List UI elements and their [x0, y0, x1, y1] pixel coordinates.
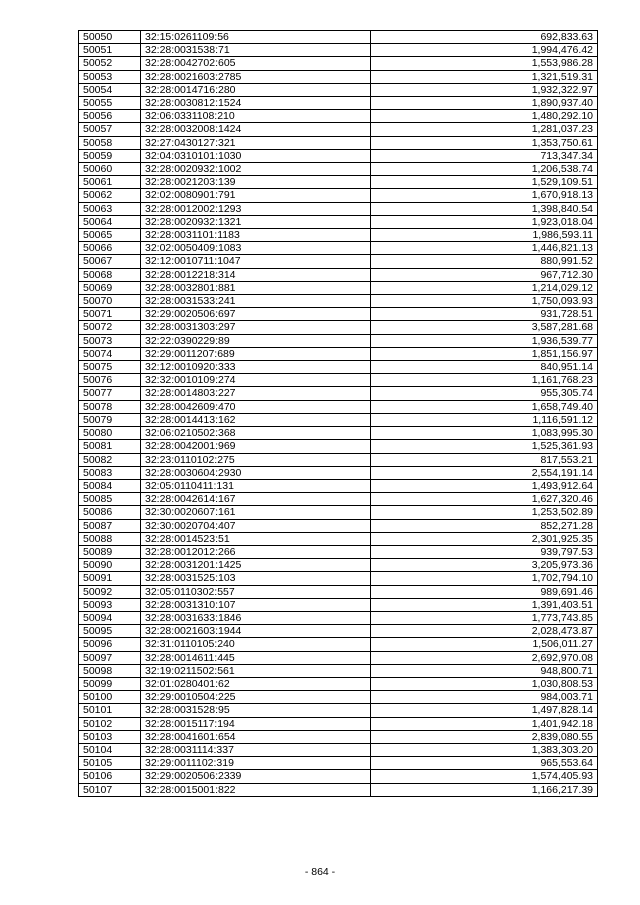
- cadastral-value-cell: 1,161,768.23: [371, 374, 598, 387]
- cadastral-value-cell: 1,446,821.13: [371, 242, 598, 255]
- cadastral-value-cell: 1,553,986.28: [371, 57, 598, 70]
- row-number-cell: 50062: [79, 189, 141, 202]
- row-number-cell: 50069: [79, 281, 141, 294]
- cadastral-value-cell: 931,728.51: [371, 308, 598, 321]
- row-number-cell: 50050: [79, 31, 141, 44]
- row-number-cell: 50072: [79, 321, 141, 334]
- cadastral-number-cell: 32:01:0280401:62: [141, 677, 371, 690]
- cadastral-value-cell: 1,932,322.97: [371, 83, 598, 96]
- table-row: [79, 770, 598, 783]
- cadastral-number-cell: 32:29:0011207:689: [141, 347, 371, 360]
- table-row: [79, 783, 598, 796]
- row-number-cell: 50057: [79, 123, 141, 136]
- cadastral-number-cell: 32:12:0010711:1047: [141, 255, 371, 268]
- cadastral-value-cell: 955,305.74: [371, 387, 598, 400]
- row-number-cell: 50074: [79, 347, 141, 360]
- table-row: [79, 215, 598, 228]
- cadastral-number-cell: 32:28:0030812:1524: [141, 97, 371, 110]
- table-row: [79, 519, 598, 532]
- cadastral-number-cell: 32:28:0042001:969: [141, 440, 371, 453]
- cadastral-value-cell: 852,271.28: [371, 519, 598, 532]
- cadastral-value-cell: 1,890,937.40: [371, 97, 598, 110]
- cadastral-value-cell: 817,553.21: [371, 453, 598, 466]
- cadastral-value-cell: 1,401,942.18: [371, 717, 598, 730]
- table-row: [79, 334, 598, 347]
- cadastral-value-cell: 1,994,476.42: [371, 44, 598, 57]
- row-number-cell: 50092: [79, 585, 141, 598]
- row-number-cell: 50097: [79, 651, 141, 664]
- cadastral-number-cell: 32:28:0012218:314: [141, 268, 371, 281]
- cadastral-number-cell: 32:28:0031633:1846: [141, 611, 371, 624]
- row-number-cell: 50053: [79, 70, 141, 83]
- cadastral-number-cell: 32:28:0014523:51: [141, 532, 371, 545]
- row-number-cell: 50102: [79, 717, 141, 730]
- table-row: [79, 123, 598, 136]
- table-row: [79, 308, 598, 321]
- row-number-cell: 50054: [79, 83, 141, 96]
- row-number-cell: 50099: [79, 677, 141, 690]
- cadastral-value-cell: 1,398,840.54: [371, 202, 598, 215]
- table-row: [79, 255, 598, 268]
- cadastral-number-cell: 32:30:0020704:407: [141, 519, 371, 532]
- row-number-cell: 50083: [79, 466, 141, 479]
- cadastral-number-cell: 32:28:0031310:107: [141, 598, 371, 611]
- cadastral-value-cell: 1,166,217.39: [371, 783, 598, 796]
- cadastral-number-cell: 32:28:0015117:194: [141, 717, 371, 730]
- cadastral-value-cell: 1,986,593.11: [371, 229, 598, 242]
- cadastral-number-cell: 32:28:0031538:71: [141, 44, 371, 57]
- table-row: [79, 176, 598, 189]
- cadastral-value-cell: 939,797.53: [371, 545, 598, 558]
- cadastral-number-cell: 32:28:0031101:1183: [141, 229, 371, 242]
- cadastral-value-cell: 1,030,808.53: [371, 677, 598, 690]
- table-row: [79, 97, 598, 110]
- cadastral-value-cell: 1,214,029.12: [371, 281, 598, 294]
- cadastral-value-cell: 1,670,918.13: [371, 189, 598, 202]
- cadastral-number-cell: 32:30:0020607:161: [141, 506, 371, 519]
- cadastral-number-cell: 32:28:0031303:297: [141, 321, 371, 334]
- cadastral-number-cell: 32:28:0042702:605: [141, 57, 371, 70]
- cadastral-value-cell: 3,587,281.68: [371, 321, 598, 334]
- row-number-cell: 50103: [79, 730, 141, 743]
- cadastral-value-cell: 1,658,749.40: [371, 400, 598, 413]
- row-number-cell: 50065: [79, 229, 141, 242]
- row-number-cell: 50061: [79, 176, 141, 189]
- cadastral-number-cell: 32:28:0032008:1424: [141, 123, 371, 136]
- table-row: [79, 743, 598, 756]
- cadastral-number-cell: 32:28:0014611:445: [141, 651, 371, 664]
- cadastral-number-cell: 32:28:0020932:1002: [141, 163, 371, 176]
- row-number-cell: 50084: [79, 479, 141, 492]
- cadastral-number-cell: 32:04:0310101:1030: [141, 149, 371, 162]
- table-row: [79, 149, 598, 162]
- cadastral-number-cell: 32:28:0031525:103: [141, 572, 371, 585]
- row-number-cell: 50104: [79, 743, 141, 756]
- row-number-cell: 50089: [79, 545, 141, 558]
- cadastral-number-cell: 32:28:0041601:654: [141, 730, 371, 743]
- cadastral-value-cell: 989,691.46: [371, 585, 598, 598]
- table-row: [79, 585, 598, 598]
- cadastral-number-cell: 32:29:0011102:319: [141, 757, 371, 770]
- row-number-cell: 50073: [79, 334, 141, 347]
- table-row: [79, 598, 598, 611]
- row-number-cell: 50064: [79, 215, 141, 228]
- row-number-cell: 50080: [79, 427, 141, 440]
- cadastral-number-cell: 32:27:0430127:321: [141, 136, 371, 149]
- table-row: [79, 387, 598, 400]
- row-number-cell: 50060: [79, 163, 141, 176]
- row-number-cell: 50068: [79, 268, 141, 281]
- row-number-cell: 50079: [79, 413, 141, 426]
- table-row: [79, 611, 598, 624]
- table-row: [79, 229, 598, 242]
- cadastral-value-cell: 1,383,303.20: [371, 743, 598, 756]
- cadastral-number-cell: 32:12:0010920:333: [141, 361, 371, 374]
- row-number-cell: 50105: [79, 757, 141, 770]
- row-number-cell: 50086: [79, 506, 141, 519]
- table-row: [79, 163, 598, 176]
- table-row: [79, 268, 598, 281]
- cadastral-value-cell: 1,321,519.31: [371, 70, 598, 83]
- cadastral-value-cell: 1,281,037.23: [371, 123, 598, 136]
- cadastral-number-cell: 32:23:0110102:275: [141, 453, 371, 466]
- table-row: [79, 651, 598, 664]
- cadastral-number-cell: 32:05:0110302:557: [141, 585, 371, 598]
- cadastral-number-cell: 32:02:0050409:1083: [141, 242, 371, 255]
- cadastral-number-cell: 32:15:0261109:56: [141, 31, 371, 44]
- table-row: [79, 572, 598, 585]
- table-row: [79, 493, 598, 506]
- cadastral-number-cell: 32:28:0031114:337: [141, 743, 371, 756]
- table-row: [79, 83, 598, 96]
- cadastral-number-cell: 32:28:0032801:881: [141, 281, 371, 294]
- table-row: [79, 506, 598, 519]
- cadastral-value-cell: 965,553.64: [371, 757, 598, 770]
- table-row: [79, 70, 598, 83]
- cadastral-value-cell: 1,936,539.77: [371, 334, 598, 347]
- cadastral-number-cell: 32:02:0080901:791: [141, 189, 371, 202]
- cadastral-number-cell: 32:29:0010504:225: [141, 691, 371, 704]
- table-row: [79, 453, 598, 466]
- cadastral-number-cell: 32:19:0211502:561: [141, 664, 371, 677]
- cadastral-value-table: [78, 30, 598, 797]
- table-row: [79, 281, 598, 294]
- cadastral-number-cell: 32:28:0020932:1321: [141, 215, 371, 228]
- table-row: [79, 532, 598, 545]
- row-number-cell: 50085: [79, 493, 141, 506]
- cadastral-number-cell: 32:28:0031201:1425: [141, 559, 371, 572]
- row-number-cell: 50066: [79, 242, 141, 255]
- row-number-cell: 50077: [79, 387, 141, 400]
- row-number-cell: 50093: [79, 598, 141, 611]
- table-row: [79, 730, 598, 743]
- row-number-cell: 50094: [79, 611, 141, 624]
- cadastral-value-cell: 1,773,743.85: [371, 611, 598, 624]
- cadastral-value-cell: 2,692,970.08: [371, 651, 598, 664]
- cadastral-value-cell: 692,833.63: [371, 31, 598, 44]
- page-number: - 864 -: [304, 866, 336, 878]
- cadastral-number-cell: 32:29:0020506:697: [141, 308, 371, 321]
- table-row: [79, 295, 598, 308]
- table-row: [79, 57, 598, 70]
- table-row: [79, 704, 598, 717]
- cadastral-value-cell: 1,923,018.04: [371, 215, 598, 228]
- table-row: [79, 136, 598, 149]
- table-row: [79, 479, 598, 492]
- table-row: [79, 691, 598, 704]
- cadastral-value-cell: 1,206,538.74: [371, 163, 598, 176]
- table-row: [79, 347, 598, 360]
- row-number-cell: 50091: [79, 572, 141, 585]
- row-number-cell: 50096: [79, 638, 141, 651]
- cadastral-value-cell: 1,480,292.10: [371, 110, 598, 123]
- cadastral-value-cell: 880,991.52: [371, 255, 598, 268]
- cadastral-number-cell: 32:28:0015001:822: [141, 783, 371, 796]
- cadastral-value-cell: 840,951.14: [371, 361, 598, 374]
- row-number-cell: 50087: [79, 519, 141, 532]
- cadastral-value-cell: 2,028,473.87: [371, 625, 598, 638]
- cadastral-value-cell: 2,554,191.14: [371, 466, 598, 479]
- table-row: [79, 242, 598, 255]
- cadastral-number-cell: 32:28:0030604:2930: [141, 466, 371, 479]
- table-row: [79, 638, 598, 651]
- table-row: [79, 202, 598, 215]
- cadastral-number-cell: 32:22:0390229:89: [141, 334, 371, 347]
- cadastral-number-cell: 32:28:0042614:167: [141, 493, 371, 506]
- row-number-cell: 50052: [79, 57, 141, 70]
- row-number-cell: 50051: [79, 44, 141, 57]
- row-number-cell: 50059: [79, 149, 141, 162]
- row-number-cell: 50082: [79, 453, 141, 466]
- cadastral-number-cell: 32:05:0110411:131: [141, 479, 371, 492]
- cadastral-number-cell: 32:28:0014413:162: [141, 413, 371, 426]
- cadastral-number-cell: 32:28:0014803:227: [141, 387, 371, 400]
- table-row: [79, 361, 598, 374]
- cadastral-value-cell: 1,627,320.46: [371, 493, 598, 506]
- cadastral-value-cell: 1,525,361.93: [371, 440, 598, 453]
- cadastral-number-cell: 32:28:0021603:1944: [141, 625, 371, 638]
- cadastral-value-cell: 948,800.71: [371, 664, 598, 677]
- table-row: [79, 466, 598, 479]
- cadastral-number-cell: 32:32:0010109:274: [141, 374, 371, 387]
- row-number-cell: 50071: [79, 308, 141, 321]
- row-number-cell: 50081: [79, 440, 141, 453]
- cadastral-number-cell: 32:28:0031528:95: [141, 704, 371, 717]
- row-number-cell: 50095: [79, 625, 141, 638]
- table-row: [79, 559, 598, 572]
- cadastral-number-cell: 32:06:0331108:210: [141, 110, 371, 123]
- cadastral-value-cell: 1,083,995.30: [371, 427, 598, 440]
- row-number-cell: 50075: [79, 361, 141, 374]
- cadastral-value-cell: 1,750,093.93: [371, 295, 598, 308]
- cadastral-value-cell: 1,702,794.10: [371, 572, 598, 585]
- cadastral-value-cell: 2,301,925.35: [371, 532, 598, 545]
- row-number-cell: 50088: [79, 532, 141, 545]
- cadastral-number-cell: 32:28:0021603:2785: [141, 70, 371, 83]
- cadastral-number-cell: 32:28:0014716:280: [141, 83, 371, 96]
- row-number-cell: 50076: [79, 374, 141, 387]
- table-row: [79, 440, 598, 453]
- row-number-cell: 50078: [79, 400, 141, 413]
- cadastral-value-cell: 1,574,405.93: [371, 770, 598, 783]
- row-number-cell: 50055: [79, 97, 141, 110]
- row-number-cell: 50067: [79, 255, 141, 268]
- cadastral-number-cell: 32:28:0042609:470: [141, 400, 371, 413]
- table-row: [79, 545, 598, 558]
- table-row: [79, 757, 598, 770]
- table-row: [79, 427, 598, 440]
- cadastral-value-cell: 1,253,502.89: [371, 506, 598, 519]
- row-number-cell: 50098: [79, 664, 141, 677]
- cadastral-number-cell: 32:28:0012012:266: [141, 545, 371, 558]
- cadastral-value-cell: 984,003.71: [371, 691, 598, 704]
- cadastral-value-cell: 1,497,828.14: [371, 704, 598, 717]
- table-row: [79, 321, 598, 334]
- table-row: [79, 664, 598, 677]
- table-row: [79, 44, 598, 57]
- cadastral-number-cell: 32:06:0210502:368: [141, 427, 371, 440]
- table-row: [79, 717, 598, 730]
- row-number-cell: 50070: [79, 295, 141, 308]
- table-body: [79, 31, 598, 797]
- cadastral-number-cell: 32:31:0110105:240: [141, 638, 371, 651]
- table-row: [79, 189, 598, 202]
- table-row: [79, 677, 598, 690]
- cadastral-number-cell: 32:28:0012002:1293: [141, 202, 371, 215]
- row-number-cell: 50100: [79, 691, 141, 704]
- cadastral-number-cell: 32:28:0021203:139: [141, 176, 371, 189]
- table-row: [79, 110, 598, 123]
- table-row: [79, 413, 598, 426]
- row-number-cell: 50101: [79, 704, 141, 717]
- row-number-cell: 50107: [79, 783, 141, 796]
- cadastral-value-cell: 1,493,912.64: [371, 479, 598, 492]
- cadastral-number-cell: 32:29:0020506:2339: [141, 770, 371, 783]
- table-row: [79, 374, 598, 387]
- table-row: [79, 625, 598, 638]
- cadastral-value-cell: 1,353,750.61: [371, 136, 598, 149]
- row-number-cell: 50090: [79, 559, 141, 572]
- row-number-cell: 50063: [79, 202, 141, 215]
- row-number-cell: 50058: [79, 136, 141, 149]
- cadastral-value-cell: 2,839,080.55: [371, 730, 598, 743]
- cadastral-value-cell: 1,529,109.51: [371, 176, 598, 189]
- cadastral-value-cell: 713,347.34: [371, 149, 598, 162]
- cadastral-value-cell: 1,506,011.27: [371, 638, 598, 651]
- cadastral-value-cell: 3,205,973.36: [371, 559, 598, 572]
- cadastral-value-cell: 1,851,156.97: [371, 347, 598, 360]
- table-row: [79, 31, 598, 44]
- cadastral-value-cell: 1,391,403.51: [371, 598, 598, 611]
- cadastral-value-cell: 967,712.30: [371, 268, 598, 281]
- cadastral-number-cell: 32:28:0031533:241: [141, 295, 371, 308]
- row-number-cell: 50056: [79, 110, 141, 123]
- cadastral-value-cell: 1,116,591.12: [371, 413, 598, 426]
- table-row: [79, 400, 598, 413]
- row-number-cell: 50106: [79, 770, 141, 783]
